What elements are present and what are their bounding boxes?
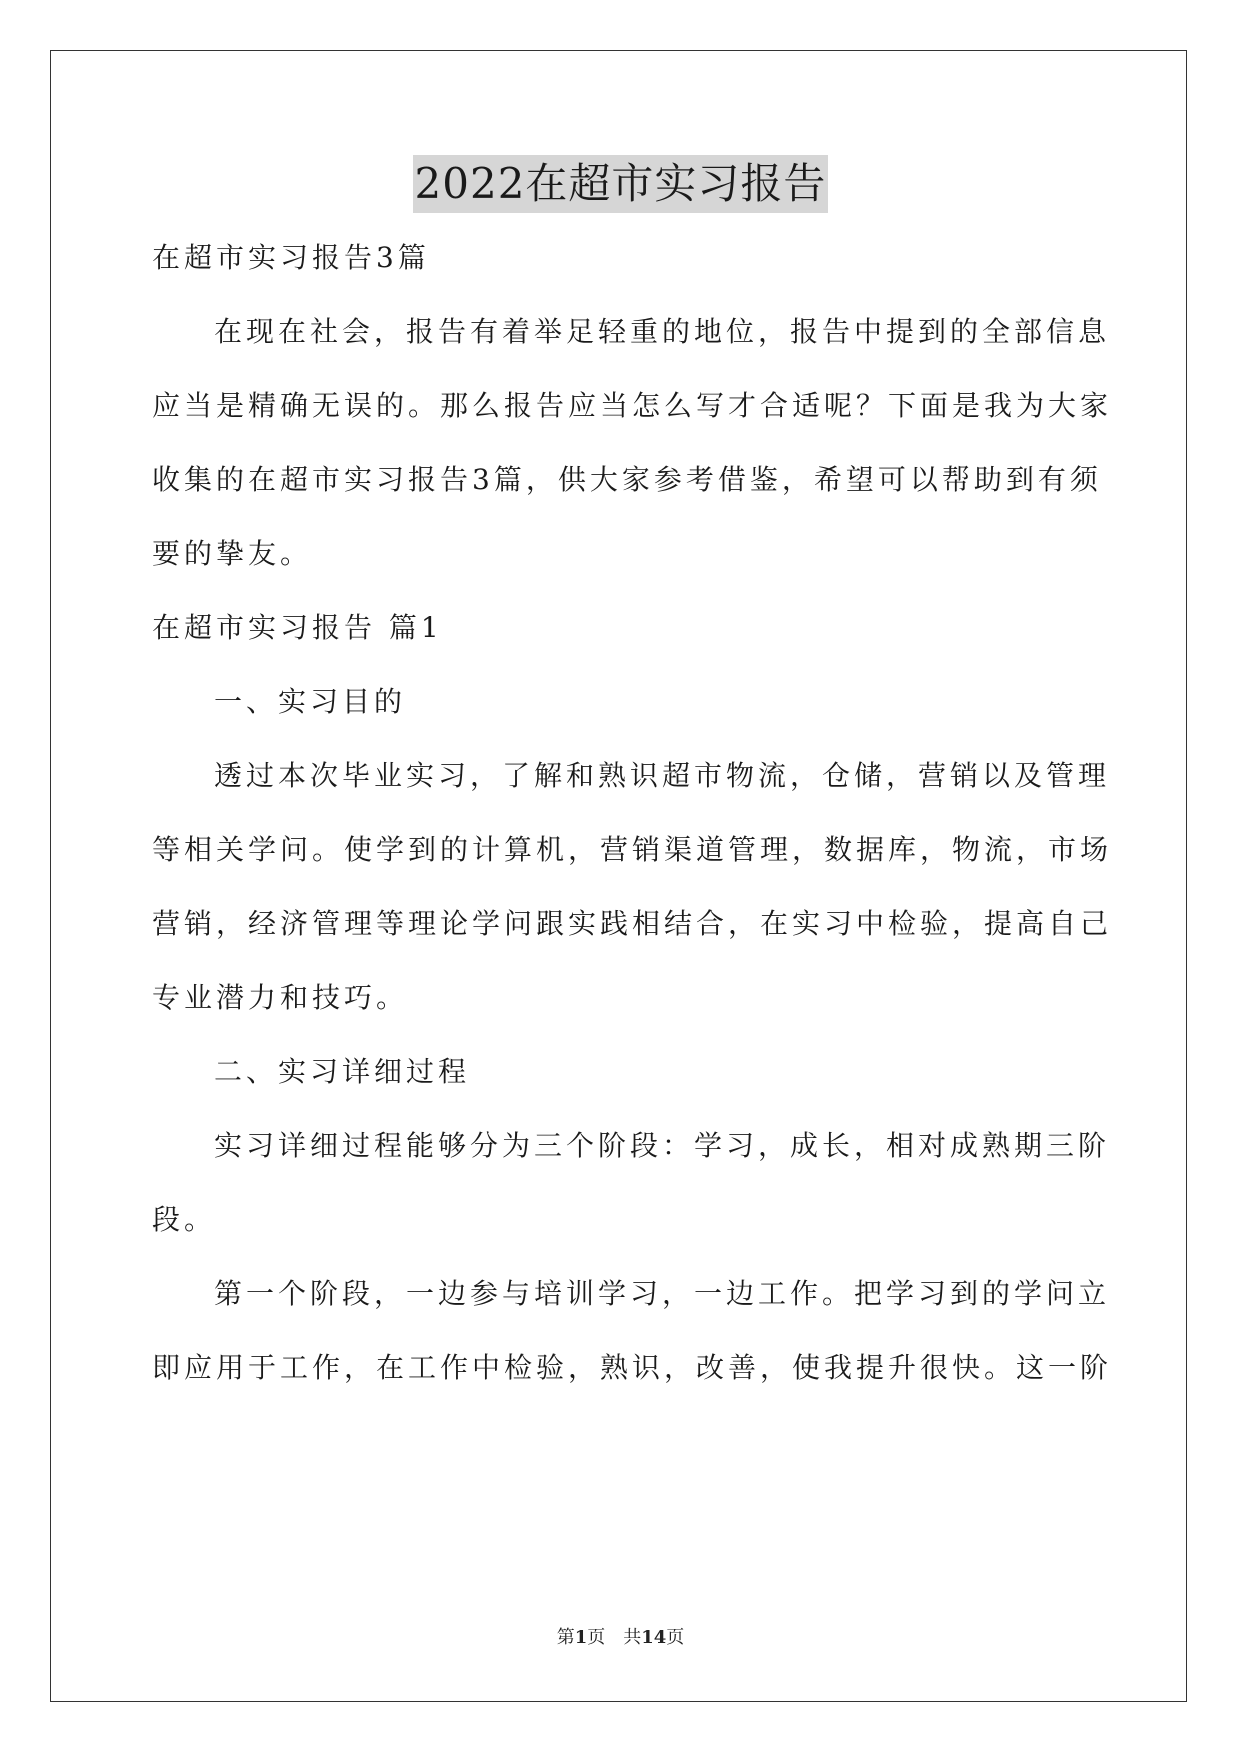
text-line: 收集的在超市实习报告3篇，供大家参考借鉴，希望可以帮助到有须 bbox=[152, 463, 1102, 496]
text-line-subtitle: 在超市实习报告3篇 bbox=[152, 241, 430, 274]
text-line: 营销，经济管理等理论学问跟实践相结合，在实习中检验，提高自己 bbox=[152, 907, 1113, 940]
footer-suffix: 页 bbox=[666, 1627, 685, 1648]
text-line: 段。 bbox=[152, 1203, 217, 1236]
text-line: 透过本次毕业实习，了解和熟识超市物流，仓储，营销以及管理 bbox=[214, 759, 1111, 792]
text-line: 等相关学问。使学到的计算机，营销渠道管理，数据库，物流，市场 bbox=[152, 833, 1113, 866]
text-line: 要的挚友。 bbox=[152, 537, 313, 570]
page-footer bbox=[0, 1626, 1241, 1650]
document-title: 2022在超市实习报告 bbox=[413, 155, 829, 213]
text-line: 专业潜力和技巧。 bbox=[152, 981, 409, 1014]
current-page-number: 1 bbox=[574, 1627, 588, 1648]
text-line: 即应用于工作，在工作中检验，熟识，改善，使我提升很快。这一阶 bbox=[152, 1351, 1113, 1384]
page-border bbox=[50, 50, 1187, 1702]
footer-prefix: 第 bbox=[556, 1627, 575, 1648]
text-line: 在现在社会，报告有着举足轻重的地位，报告中提到的全部信息 bbox=[214, 315, 1111, 348]
text-line: 实习详细过程能够分为三个阶段：学习，成长，相对成熟期三阶 bbox=[214, 1129, 1111, 1162]
total-pages-number: 14 bbox=[641, 1627, 667, 1648]
footer-middle: 页 共 bbox=[587, 1627, 642, 1648]
title-container bbox=[0, 155, 1241, 213]
text-line: 第一个阶段，一边参与培训学习，一边工作。把学习到的学问立 bbox=[214, 1277, 1111, 1310]
text-line: 应当是精确无误的。那么报告应当怎么写才合适呢？下面是我为大家 bbox=[152, 389, 1113, 422]
text-line-heading: 二、实习详细过程 bbox=[214, 1055, 471, 1088]
text-line-section-heading: 在超市实习报告 篇1 bbox=[152, 611, 443, 644]
text-line-heading: 一、实习目的 bbox=[214, 685, 407, 718]
